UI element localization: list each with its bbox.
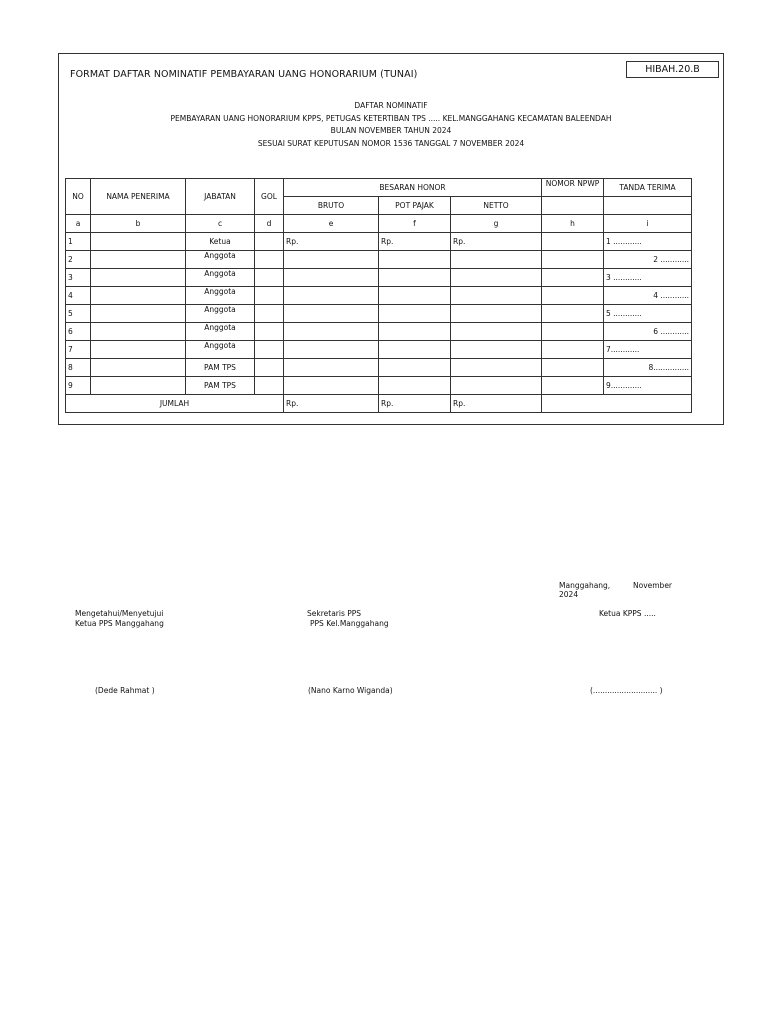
netto-cell [451,377,542,395]
letter-cell: h [542,215,604,233]
header-npwp-empty [542,197,604,215]
middle-signer-title-2: PPS Kel.Manggahang [310,619,389,628]
no-cell: 6 [66,323,91,341]
header-tanda-empty [604,197,692,215]
jumlah-label: JUMLAH [66,395,284,413]
signing-place: Manggahang, [559,581,611,590]
bruto-cell: Rp. [284,233,379,251]
letter-cell: f [379,215,451,233]
letter-cell: a [66,215,91,233]
letter-cell: e [284,215,379,233]
total-row [66,395,692,413]
tanda-terima-cell: 8............... [604,359,692,377]
netto-cell [451,251,542,269]
gol-cell [255,251,284,269]
bruto-cell [284,287,379,305]
gol-cell [255,269,284,287]
table-row [66,305,692,323]
left-signer-name: (Dede Rahmat ) [95,686,155,695]
bruto-cell [284,323,379,341]
heading-line-4: SESUAI SURAT KEPUTUSAN NOMOR 1536 TANGGAL 7 NOVEMBER 2024 [257,139,525,148]
letter-cell: c [186,215,255,233]
table-row [66,287,692,305]
heading-line-1: DAFTAR NOMINATIF [354,101,428,110]
npwp-cell [542,323,604,341]
table-row [66,233,692,251]
npwp-cell [542,269,604,287]
letter-row [66,215,692,233]
no-cell: 9 [66,377,91,395]
header-nomor-npwp: NOMOR NPWP [542,179,604,197]
jabatan-cell: Ketua [186,233,255,251]
no-cell: 3 [66,269,91,287]
header-gol: GOL [255,179,284,215]
bruto-cell [284,359,379,377]
signing-month: November [633,581,673,590]
pot-pajak-cell [379,287,451,305]
pot-pajak-cell: Rp. [379,233,451,251]
tanda-terima-cell: 2 ............ [604,251,692,269]
jabatan-cell: PAM TPS [186,359,255,377]
letter-cell: b [91,215,186,233]
gol-cell [255,287,284,305]
pot-pajak-cell [379,323,451,341]
tanda-terima-cell: 5 ............ [604,305,692,323]
nama-cell [91,377,186,395]
no-cell: 1 [66,233,91,251]
left-signer-title-2: Ketua PPS Manggahang [75,619,164,628]
nama-cell [91,233,186,251]
tanda-terima-cell: 1 ............ [604,233,692,251]
no-cell: 2 [66,251,91,269]
npwp-cell [542,305,604,323]
form-code-box: HIBAH.20.B [626,61,719,78]
left-signer-title-1: Mengetahui/Menyetujui [75,609,164,618]
npwp-cell [542,341,604,359]
total-netto: Rp. [451,395,542,413]
jabatan-cell: Anggota [186,323,255,341]
table-row [66,359,692,377]
npwp-cell [542,287,604,305]
npwp-cell [542,359,604,377]
tanda-terima-cell: 9............. [604,377,692,395]
jabatan-cell: Anggota [186,287,255,305]
bruto-cell [284,269,379,287]
netto-cell [451,359,542,377]
table-row [66,341,692,359]
no-cell: 8 [66,359,91,377]
table-row [66,377,692,395]
bruto-cell [284,305,379,323]
tanda-terima-cell: 7............ [604,341,692,359]
pot-pajak-cell [379,377,451,395]
nama-cell [91,323,186,341]
form-title: FORMAT DAFTAR NOMINATIF PEMBAYARAN UANG HONORARIUM (TUNAI) [70,69,418,80]
heading-line-2: PEMBAYARAN UANG HONORARIUM KPPS, PETUGAS KETERTIBAN TPS ..... KEL.MANGGAHANG KECAMATAN BALEENDAH [170,114,612,123]
nama-cell [91,251,186,269]
netto-cell [451,269,542,287]
netto-cell [451,341,542,359]
bruto-cell [284,251,379,269]
header-no: NO [66,179,91,215]
tanda-terima-cell: 6 ............ [604,323,692,341]
header-row [66,179,692,197]
jabatan-cell: Anggota [186,251,255,269]
nama-cell [91,287,186,305]
right-signer-title: Ketua KPPS ..... [599,609,656,618]
netto-cell [451,287,542,305]
pot-pajak-cell [379,269,451,287]
jabatan-cell: PAM TPS [186,377,255,395]
no-cell: 5 [66,305,91,323]
jabatan-cell: Anggota [186,269,255,287]
pot-pajak-cell [379,305,451,323]
bruto-cell [284,341,379,359]
total-bruto: Rp. [284,395,379,413]
no-cell: 7 [66,341,91,359]
gol-cell [255,233,284,251]
nama-cell [91,341,186,359]
jabatan-cell: Anggota [186,341,255,359]
netto-cell [451,305,542,323]
nama-cell [91,269,186,287]
no-cell: 4 [66,287,91,305]
gol-cell [255,359,284,377]
nama-cell [91,305,186,323]
npwp-cell [542,377,604,395]
jabatan-cell: Anggota [186,305,255,323]
letter-cell: d [255,215,284,233]
header-besaran-honor: BESARAN HONOR [284,179,542,197]
header-netto: NETTO [451,197,542,215]
gol-cell [255,377,284,395]
header-jabatan: JABATAN [186,179,255,215]
netto-cell [451,323,542,341]
nama-cell [91,359,186,377]
npwp-cell [542,233,604,251]
table-row [66,269,692,287]
tanda-terima-cell: 3 ............ [604,269,692,287]
letter-cell: g [451,215,542,233]
pot-pajak-cell [379,359,451,377]
tanda-terima-cell: 4 ............ [604,287,692,305]
total-empty [542,395,692,413]
table-row [66,251,692,269]
pot-pajak-cell [379,341,451,359]
middle-signer-title-1: Sekretaris PPS [307,609,362,618]
bruto-cell [284,377,379,395]
gol-cell [255,323,284,341]
nominative-table [65,178,692,413]
right-signer-name: (........................... ) [590,686,663,695]
pot-pajak-cell [379,251,451,269]
header-bruto: BRUTO [284,197,379,215]
gol-cell [255,341,284,359]
letter-cell: i [604,215,692,233]
gol-cell [255,305,284,323]
table-row [66,323,692,341]
npwp-cell [542,251,604,269]
netto-cell: Rp. [451,233,542,251]
signing-year: 2024 [559,590,579,599]
heading-line-3: BULAN NOVEMBER TAHUN 2024 [330,126,452,135]
header-pot-pajak: POT PAJAK [379,197,451,215]
total-pot-pajak: Rp. [379,395,451,413]
header-tanda-terima: TANDA TERIMA [604,179,692,197]
middle-signer-name: (Nano Karno Wiganda) [308,686,393,695]
header-nama-penerima: NAMA PENERIMA [91,179,186,215]
